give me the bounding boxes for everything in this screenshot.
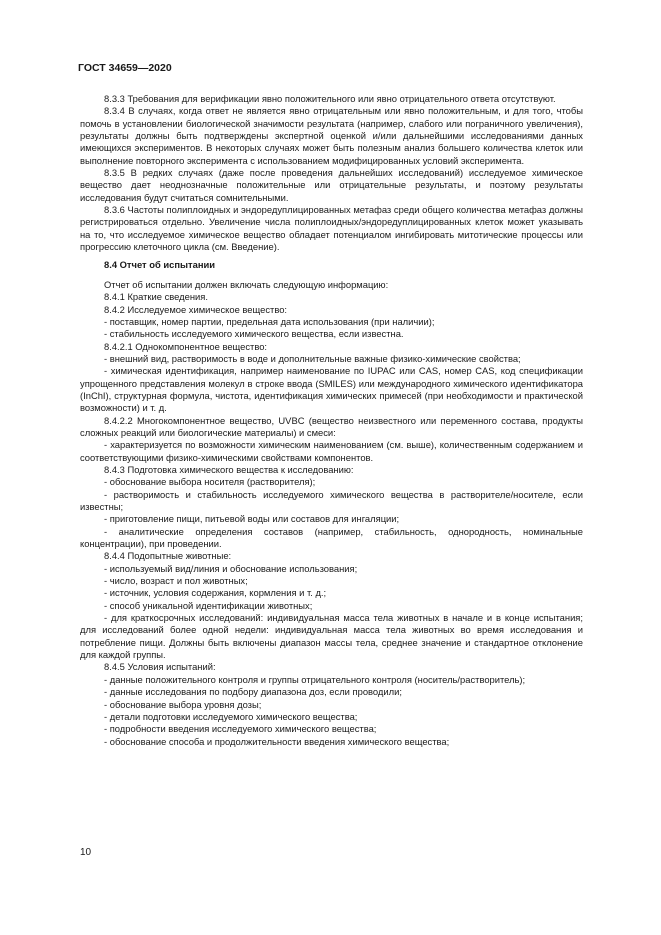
paragraph: - детали подготовки исследуемого химического вещества;	[104, 710, 358, 722]
paragraph: - источник, условия содержания, кормления и т. д.;	[104, 587, 327, 599]
paragraph: 8.4.4 Подопытные животные:	[104, 550, 232, 562]
paragraph: 8.4.3 Подготовка химического вещества к исследованию:	[104, 463, 354, 475]
paragraph: 8.3.5 В редких случаях (даже после проведения дальнейших исследований) исследуемое химическое вещество дает неоднозначные положительные или отрицательные результаты, и поэтому результаты исследования будут считаться сомнительными.	[80, 167, 583, 203]
paragraph: 8.4.2 Исследуемое химическое вещество:	[104, 303, 288, 315]
paragraph: - стабильность исследуемого химического вещества, если известна.	[104, 328, 404, 340]
paragraph: 8.3.3 Требования для верификации явно положительного или явно отрицательного ответа отсутствуют.	[104, 93, 556, 104]
paragraph: - характеризуется по возможности химическим наименованием (см. выше), количественным содержанием и соответствующими физико-химическими свойствами компонентов.	[80, 439, 583, 463]
paragraph: - обоснование выбора носителя (растворителя);	[104, 476, 316, 488]
paragraph: - приготовление пищи, питьевой воды или составов для ингаляции;	[104, 513, 400, 525]
paragraph: 8.4.1 Краткие сведения.	[104, 291, 208, 303]
document-body	[80, 93, 583, 748]
paragraph: - внешний вид, растворимость в воде и дополнительные важные физико-химические свойства;	[104, 352, 521, 364]
paragraph: - растворимость и стабильность исследуемого химического вещества в растворителе/носителе, если известны;	[80, 488, 583, 512]
paragraph: - поставщик, номер партии, предельная дата использования (при наличии);	[104, 315, 435, 327]
section-heading: 8.4 Отчет об испытании	[104, 259, 216, 271]
paragraph: - способ уникальной идентификации животных;	[104, 599, 313, 611]
paragraph: 8.4.5 Условия испытаний:	[104, 661, 216, 673]
paragraph: - используемый вид/линия и обоснование использования;	[104, 562, 358, 574]
document-header: ГОСТ 34659—2020	[78, 62, 172, 74]
paragraph: - подробности введения исследуемого химического вещества;	[104, 723, 377, 735]
paragraph: 8.4.2.1 Однокомпонентное вещество:	[104, 340, 268, 352]
paragraph: - аналитические определения составов (например, стабильность, однородность, номинальные концентрации), при проведении.	[80, 525, 583, 550]
paragraph: Отчет об испытании должен включать следующую информацию:	[104, 278, 389, 290]
paragraph: - химическая идентификация, например наименование по IUPAC или CAS, номер CAS, код спецификации упрощенного представления молекул в строке ввода (SMILES) или международного химического идентификатора (InChI), структурная формула, чистота, идентификация химических примесей (при необходимости и практической возможности) и т. д.	[80, 365, 583, 414]
paragraph: - обоснование способа и продолжительности введения химического вещества;	[104, 735, 450, 747]
paragraph: 8.3.4 В случаях, когда ответ не является явно отрицательным или явно положительным, и для того, чтобы помочь в установлении биологической значимости результата (например, слабого или пограничного увеличения), результаты должны быть подтверждены экспертной оценкой и/или дальнейшими исследованиями данных имеющихся экспериментов. В некоторых случаях может быть полезным анализ большего количества клеток или выполнение повторного эксперимента с использованием модифицированных условий эксперимента.	[80, 105, 583, 166]
page-number: 10	[80, 847, 92, 858]
paragraph: - данные положительного контроля и группы отрицательного контроля (носитель/растворитель);	[104, 673, 526, 685]
paragraph: 8.4.2.2 Многокомпонентное вещество, UVBC (вещество неизвестного или переменного состава, продукты сложных реакций или биологические материалы) и смеси:	[80, 414, 583, 438]
paragraph: - обоснование выбора уровня дозы;	[104, 698, 262, 710]
paragraph: - данные исследования по подбору диапазона доз, если проводили;	[104, 686, 402, 698]
paragraph: - для краткосрочных исследований: индивидуальная масса тела животных в начале и в конце испытания; для исследований более одной недели: индивидуальная масса тела животных во время исследования и потребление пищи. Должны быть включены диапазон массы тела, среднее значение и стандартное отклонение для каждой группы.	[80, 612, 583, 661]
paragraph: - число, возраст и пол животных;	[104, 575, 248, 587]
paragraph: 8.3.6 Частоты полиплоидных и эндоредуплицированных метафаз среди общего количества метафаз должны регистрироваться отдельно. Увеличение числа полиплоидных/эндоредуплицированных клеток может указывать на то, что исследуемое химическое вещество обладает потенциалом ингибировать митотические процессы или прогрессию клеточного цикла (см. Введение).	[80, 204, 583, 253]
